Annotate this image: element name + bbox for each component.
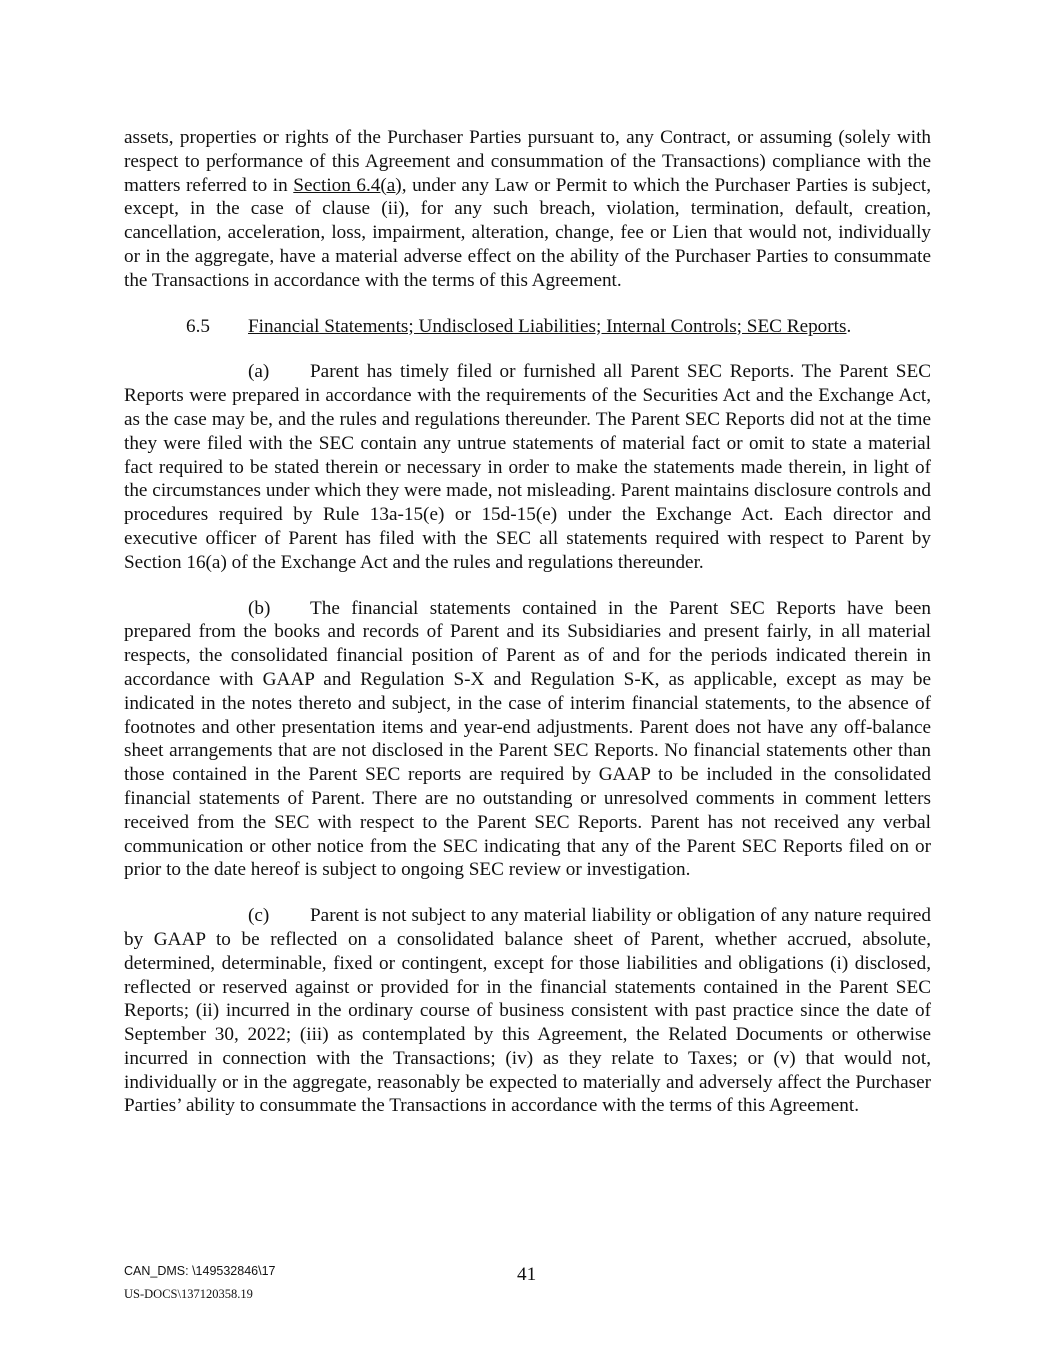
continuation-text-pre: assets, properties or rights of the Purchaser Parties pursuant to, any Contract, or assuming (solely with respect to performance of this Agreement and consummation of the Transactions) compliance with the matters referred to in bbox=[124, 127, 931, 196]
section-title-suffix: . bbox=[846, 315, 852, 337]
footer-doc-id-primary: CAN_DMS: \149532846\17 bbox=[124, 1264, 276, 1278]
footer-doc-id-secondary: US-DOCS\137120358.19 bbox=[124, 1287, 253, 1301]
subsection-c-label: (c) bbox=[248, 905, 270, 927]
subsection-b bbox=[124, 597, 931, 883]
subsection-b-label: (b) bbox=[248, 597, 271, 619]
section-heading bbox=[124, 315, 931, 339]
section-number: 6.5 bbox=[186, 315, 210, 337]
subsection-a bbox=[124, 360, 931, 574]
subsection-a-label: (a) bbox=[248, 361, 270, 383]
continuation-text-post: , under any Law or Permit to which the Purchaser Parties is subject, except, in the case of clause (ii), for any such breach, violation, termination, default, creation, cancellation, acceleration, loss, impairment, alteration, change, fee or Lien that would not, individually or in the aggregate, have a material adverse effect on the ability of the Purchaser Parties to consummate the Transactions in accordance with the terms of this Agreement. bbox=[124, 174, 931, 291]
section-title: Financial Statements; Undisclosed Liabilities; Internal Controls; SEC Reports bbox=[248, 315, 847, 337]
subsection-a-text: Parent has timely filed or furnished all Parent SEC Reports. The Parent SEC Reports were prepared in accordance with the requirements of the Securities Act and the Exchange Act, as the case may be, and the rules and regulations thereunder. The Parent SEC Reports did not at the time they were filed with the SEC contain any untrue statements of material fact or omit to state a material fact required to be stated therein or necessary in order to make the statements made therein, in light of the circumstances under which they were made, not misleading. Parent maintains disclosure controls and procedures required by Rule 13a-15(e) or 15d-15(e) under the Exchange Act. Each director and executive officer of Parent has filed with the SEC all statements required with respect to Parent by Section 16(a) of the Exchange Act and the rules and regulations thereunder. bbox=[124, 361, 931, 573]
section-reference-link: Section 6.4(a) bbox=[293, 174, 402, 196]
subsection-c-text: Parent is not subject to any material liability or obligation of any nature required by GAAP to be reflected on a consolidated balance sheet of Parent, whether accrued, absolute, determined, determinable, fixed or contingent, except for those liabilities and obligations (i) disclosed, reflected or reserved against or provided for in the financial statements contained in the Parent SEC Reports; (ii) incurred in the ordinary course of business consistent with past practice since the date of September 30, 2022; (iii) as contemplated by this Agreement, the Related Documents or otherwise incurred in connection with the Transactions; (iv) as they relate to Taxes; or (v) that would not, individually or in the aggregate, reasonably be expected to materially and adversely affect the Purchaser Parties’ ability to consummate the Transactions in accordance with the terms of this Agreement. bbox=[124, 905, 931, 1117]
document-body bbox=[124, 126, 931, 1118]
page-number: 41 bbox=[517, 1264, 537, 1285]
subsection-b-text: The financial statements contained in the Parent SEC Reports have been prepared from the books and records of Parent and its Subsidiaries and present fairly, in all material respects, the consolidated financial position of Parent as of and for the periods indicated therein in accordance with GAAP and Regulation S-X and Regulation S-K, as applicable, except as may be indicated in the notes thereto and subject, in the case of interim financial statements, to the absence of footnotes and other presentation items and year-end adjustments. Parent does not have any off-balance sheet arrangements that are not disclosed in the Parent SEC Reports. No financial statements other than those contained in the Parent SEC reports are required by GAAP to be included in the consolidated financial statements of Parent. There are no outstanding or unresolved comments in comment letters received from the SEC with respect to the Parent SEC Reports. Parent has not received any verbal communication or other notice from the SEC indicating that any of the Parent SEC Reports filed on or prior to the date hereof is subject to ongoing SEC review or investigation. bbox=[124, 597, 931, 881]
subsection-c bbox=[124, 904, 931, 1118]
continuation-paragraph bbox=[124, 126, 931, 293]
